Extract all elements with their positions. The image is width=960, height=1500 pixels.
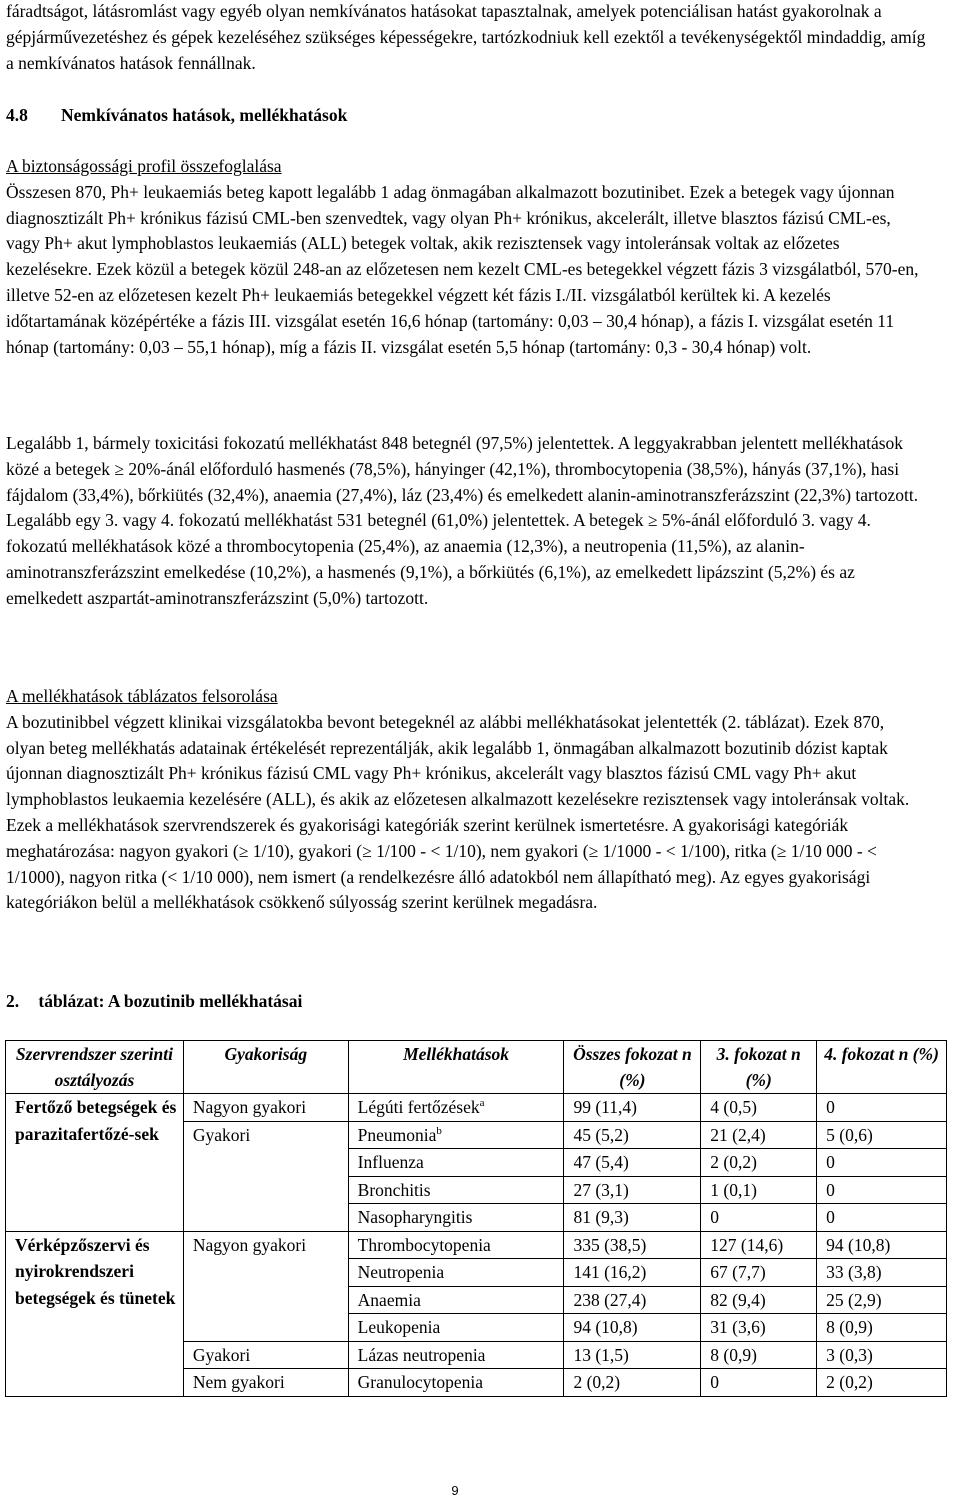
grade-4-cell: 0: [817, 1094, 947, 1122]
adverse-reaction-cell: [348, 1176, 564, 1204]
header-soc: Szervrendszer szerinti osztályozás: [6, 1041, 184, 1094]
adverse-reaction-label: Thrombocytopenia: [357, 1234, 491, 1255]
header-grade-4: 4. fokozat n (%): [817, 1041, 947, 1094]
frequency-cell: Nagyon gyakori: [183, 1231, 348, 1341]
table-title-number: 2.: [6, 991, 20, 1011]
adverse-reaction-label: Anaemia: [357, 1289, 421, 1310]
safety-profile-paragraph: Összesen 870, Ph+ leukaemiás beteg kapott legalább 1 adag önmagában alkalmazott bozutinibet. Ezek a betegek vagy újonnan diagnosztizált Ph+ krónikus fázisú CML-ben szenvedtek, vagy olyan Ph+ krónikus, akcelerált, illetve blasztos fázisú CML-es, vagy Ph+ akut lymphoblastos leukaemiás (ALL) betegek voltak, akik rezisztensek vagy intoleránsak voltak az előzetes kezelésekre. Ezek közül a betegek közül 248-an az előzetesen nem kezelt CML-es betegekkel végzett fázis 3 vizsgálatból, 570-en, illetve 52-en az előzetesen kezelt Ph+ leukaemiás betegekkel végzett két fázis I./II. vizsgálatból kerültek ki. A kezelés időtartamának középértéke a fázis III. vizsgálat esetén 16,6 hónap (tartomány: 0,03 – 30,4 hónap), a fázis I. vizsgálat esetén 11 hónap (tartomány: 0,03 – 55,1 hónap), míg a fázis II. vizsgálat esetén 5,5 hónap (tartomány: 0,3 - 30,4 hónap) volt.: [6, 181, 919, 357]
all-grades-cell: 238 (27,4): [564, 1286, 701, 1314]
grade-3-cell: 82 (9,4): [701, 1286, 817, 1314]
adverse-reaction-label: Lázas neutropenia: [357, 1344, 486, 1365]
all-grades-cell: 99 (11,4): [564, 1094, 701, 1122]
all-grades-cell: 13 (1,5): [564, 1341, 701, 1369]
header-frequency: Gyakoriság: [183, 1041, 348, 1094]
safety-profile-section: [6, 154, 926, 360]
adverse-reaction-label: Pneumonia: [357, 1124, 437, 1145]
all-grades-cell: 141 (16,2): [564, 1259, 701, 1287]
grade-3-cell: 31 (3,6): [701, 1314, 817, 1342]
grade-4-cell: 94 (10,8): [817, 1231, 947, 1259]
grade-3-cell: 127 (14,6): [701, 1231, 817, 1259]
adverse-reaction-cell: [348, 1259, 564, 1287]
grade-3-cell: 67 (7,7): [701, 1259, 817, 1287]
footnote-marker: a: [479, 1097, 485, 1109]
soc-cell: Vérképzőszervi és nyirokrendszeri betegségek és tünetek: [6, 1231, 184, 1396]
tabular-paragraph: A bozutinibbel végzett klinikai vizsgálatokba bevont betegeknél az alábbi mellékhatásokat jelentették (2. táblázat). Ezek 870, olyan beteg mellékhatás adatainak értékelését reprezentálják, akik legalább 1, önmagában alkalmazott bozutinib dózist kaptak újonnan diagnosztizált Ph+ krónikus fázisú CML vagy Ph+ krónikus, akcelerált vagy blasztos fázisú CML vagy Ph+ akut lymphoblastos leukaemia kezelésére (ALL), és akik az előzetesen alkalmazott kezelésekre rezisztensek vagy intoleránsak voltak. Ezek a mellékhatások szervrendszerek és gyakorisági kategóriák szerint kerülnek ismertetésre. A gyakorisági kategóriák meghatározása: nagyon gyakori (≥ 1/10), gyakori (≥ 1/100 - < 1/10), nem gyakori (≥ 1/1000 - < 1/100), ritka (≥ 1/10 000 - < 1/1000), nagyon ritka (< 1/10 000), nem ismert (a rendelkezésre álló adatokból nem állapítható meg). Az egyes gyakorisági kategóriákon belül a mellékhatások csökkenő súlyosság szerint kerülnek megadásra.: [6, 711, 910, 913]
grade-4-cell: 0: [817, 1149, 947, 1177]
all-grades-cell: 47 (5,4): [564, 1149, 701, 1177]
adverse-reaction-label: Légúti fertőzések: [357, 1097, 480, 1117]
adverse-reaction-cell: [348, 1204, 564, 1232]
table-row: [6, 1094, 947, 1122]
table-row: [6, 1231, 947, 1259]
grade-4-cell: 25 (2,9): [817, 1286, 947, 1314]
adverse-reaction-label: Leukopenia: [357, 1317, 441, 1337]
all-grades-cell: 94 (10,8): [564, 1314, 701, 1342]
grade-4-cell: 0: [817, 1176, 947, 1204]
grade-4-cell: 0: [817, 1204, 947, 1232]
safety-profile-subtitle: A biztonságossági profil összefoglalása: [6, 156, 282, 176]
frequency-cell: Gyakori: [183, 1121, 348, 1231]
grade-4-cell: 8 (0,9): [817, 1314, 947, 1342]
grade-4-cell: 2 (0,2): [817, 1369, 947, 1397]
grade-3-cell: 4 (0,5): [701, 1094, 817, 1122]
frequency-cell: Gyakori: [183, 1341, 348, 1369]
adverse-reaction-cell: [348, 1149, 564, 1177]
adverse-reaction-cell: [348, 1094, 564, 1122]
adverse-reaction-cell: [348, 1369, 564, 1397]
frequency-cell: Nagyon gyakori: [183, 1094, 348, 1122]
all-grades-cell: 335 (38,5): [564, 1231, 701, 1259]
adverse-reaction-label: Bronchitis: [357, 1179, 431, 1200]
grade-3-cell: 21 (2,4): [701, 1121, 817, 1149]
intro-paragraph: fáradtságot, látásromlást vagy egyéb olyan nemkívánatos hatásokat tapasztalnak, amelyek potenciálisan hatást gyakorolnak a gépjárművezetéshez és gépek kezeléséhez szükséges képességekre, tartózkodniuk kell ezektől a tevékenységektől mindaddig, amíg a nemkívánatos hatások fennállnak.: [6, 1, 926, 73]
grade-4-cell: 3 (0,3): [817, 1341, 947, 1369]
frequency-cell: Nem gyakori: [183, 1369, 348, 1397]
toxicity-paragraph: Legalább 1, bármely toxicitási fokozatú mellékhatást 848 betegnél (97,5%) jelentettek. A leggyakrabban jelentett mellékhatások közé a betegek ≥ 20%-ánál előforduló hasmenés (78,5%), hányinger (42,1%), thrombocytopenia (38,5%), hányás (37,1%), hasi fájdalom (33,4%), bőrkiütés (32,4%), anaemia (27,4%), láz (23,4%) és emelkedett alanin-aminotranszferázszint (22,3%) tartozott. Legalább egy 3. vagy 4. fokozatú mellékhatást 531 betegnél (61,0%) jelentettek. A betegek ≥ 5%-ánál előforduló 3. vagy 4. fokozatú mellékhatások közé a thrombocytopenia (25,4%), az anaemia (12,3%), a neutropenia (11,5%), az alanin-aminotranszferázszint emelkedése (10,2%), a hasmenés (9,1%), a bőrkiütés (6,1%), az emelkedett lipázszint (5,2%) és az emelkedett aszpartát-aminotranszferázszint (5,0%) tartozott.: [6, 433, 919, 608]
header-adverse-reaction: Mellékhatások: [348, 1041, 564, 1094]
adverse-reaction-label: Nasopharyngitis: [357, 1207, 473, 1227]
grade-3-cell: 2 (0,2): [701, 1149, 817, 1177]
grade-4-cell: 5 (0,6): [817, 1121, 947, 1149]
table-title: [6, 989, 302, 1013]
tabular-subtitle: A mellékhatások táblázatos felsorolása: [6, 686, 278, 706]
footnote-marker: b: [436, 1124, 442, 1137]
table-header-row: [6, 1041, 947, 1094]
all-grades-cell: 81 (9,3): [564, 1204, 701, 1232]
grade-3-cell: 8 (0,9): [701, 1341, 817, 1369]
adverse-reaction-cell: [348, 1231, 564, 1259]
header-all-grades: Összes fokozat n (%): [564, 1041, 701, 1094]
table-title-text: táblázat: A bozutinib mellékhatásai: [38, 991, 303, 1011]
adverse-reactions-table: [5, 1040, 947, 1397]
adverse-reaction-label: Influenza: [357, 1152, 424, 1172]
grade-4-cell: 33 (3,8): [817, 1259, 947, 1287]
section-heading: [6, 103, 347, 127]
header-grade-3: 3. fokozat n (%): [701, 1041, 817, 1094]
grade-3-cell: 0: [701, 1369, 817, 1397]
adverse-reaction-cell: [348, 1314, 564, 1342]
tabular-section: [6, 684, 926, 916]
all-grades-cell: 2 (0,2): [564, 1369, 701, 1397]
grade-3-cell: 0: [701, 1204, 817, 1232]
adverse-reaction-label: Neutropenia: [357, 1262, 445, 1282]
section-title: Nemkívánatos hatások, mellékhatások: [61, 105, 348, 125]
soc-cell: Fertőző betegségek és parazitafertőzé-sek: [6, 1094, 184, 1232]
adverse-reaction-cell: [348, 1121, 564, 1149]
table-body: [6, 1094, 947, 1397]
adverse-reaction-cell: [348, 1286, 564, 1314]
grade-3-cell: 1 (0,1): [701, 1176, 817, 1204]
all-grades-cell: 45 (5,2): [564, 1121, 701, 1149]
adverse-reaction-cell: [348, 1341, 564, 1369]
page-number: 9: [451, 1483, 459, 1498]
all-grades-cell: 27 (3,1): [564, 1176, 701, 1204]
section-number: 4.8: [6, 105, 28, 125]
adverse-reaction-label: Granulocytopenia: [357, 1372, 484, 1392]
